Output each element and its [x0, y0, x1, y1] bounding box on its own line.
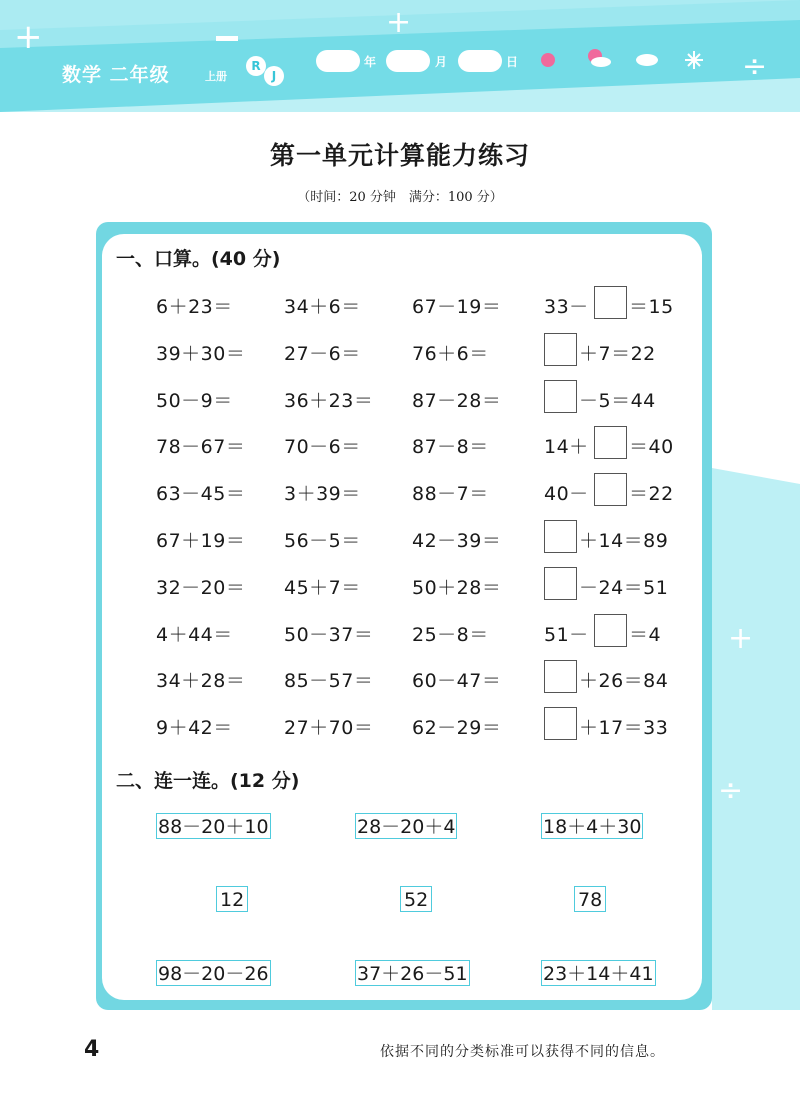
month-label: 月	[435, 55, 448, 69]
match-expression-top-1[interactable]: 88－20＋10	[156, 813, 271, 839]
oral-problem: 9＋42＝	[156, 717, 233, 739]
year-label: 年	[364, 55, 377, 69]
svg-text:+: +	[386, 5, 412, 40]
svg-text:÷: ÷	[718, 773, 744, 808]
svg-text:+: +	[14, 17, 43, 57]
fill-blank-suffix: ＋14＝89	[579, 530, 669, 552]
oral-problem: 63－45＝	[156, 483, 246, 505]
answer-blank[interactable]	[544, 333, 577, 366]
oral-problem: 3＋39＝	[284, 483, 361, 505]
oral-problem: 62－29＝	[412, 717, 502, 739]
answer-blank[interactable]	[544, 660, 577, 693]
oral-problem: 88－7＝	[412, 483, 489, 505]
match-expression-bottom-3[interactable]: 23＋14＋41	[541, 960, 656, 986]
edition-badge-j: J	[264, 66, 284, 86]
answer-blank[interactable]	[594, 614, 627, 647]
oral-problem: 34＋6＝	[284, 296, 361, 318]
oral-problem: 42－39＝	[412, 530, 502, 552]
oral-problem: 25－8＝	[412, 624, 489, 646]
oral-problem: 36＋23＝	[284, 390, 374, 412]
match-answer-1[interactable]: 12	[216, 886, 248, 912]
oral-problem: 50－9＝	[156, 390, 233, 412]
match-expression-top-3[interactable]: 18＋4＋30	[541, 813, 643, 839]
answer-blank[interactable]	[544, 707, 577, 740]
answer-blank[interactable]	[594, 473, 627, 506]
subject-grade: 数学 二年级	[62, 64, 170, 86]
fill-blank-suffix: ＋17＝33	[579, 717, 669, 739]
fill-blank-suffix: ＝4	[629, 624, 662, 646]
day-label: 日	[506, 55, 519, 69]
fill-blank-suffix: ＋26＝84	[579, 670, 669, 692]
oral-problem: 85－57＝	[284, 670, 374, 692]
answer-blank[interactable]	[594, 426, 627, 459]
fill-blank-prefix: 51－	[544, 624, 589, 646]
fill-blank-prefix: 33－	[544, 296, 589, 318]
section2-heading: 二、连一连。(12 分)	[116, 770, 300, 792]
oral-problem: 50＋28＝	[412, 577, 502, 599]
fill-blank-suffix: －24＝51	[579, 577, 669, 599]
oral-problem: 50－37＝	[284, 624, 374, 646]
edition-badge-r: R	[246, 56, 266, 76]
svg-text:+: +	[728, 621, 754, 656]
oral-problem: 56－5＝	[284, 530, 361, 552]
fill-blank-suffix: ＋7＝22	[579, 343, 656, 365]
oral-problem: 6＋23＝	[156, 296, 233, 318]
answer-blank[interactable]	[544, 380, 577, 413]
section1-heading: 一、口算。(40 分)	[116, 248, 281, 270]
fill-blank-prefix: 40－	[544, 483, 589, 505]
oral-problem: 87－8＝	[412, 436, 489, 458]
page-title: 第一单元计算能力练习	[269, 141, 530, 170]
oral-problem: 45＋7＝	[284, 577, 361, 599]
match-expression-bottom-2[interactable]: 37＋26－51	[355, 960, 470, 986]
oral-problem: 39＋30＝	[156, 343, 246, 365]
svg-text:÷: ÷	[742, 49, 768, 84]
footer-tip: 依据不同的分类标准可以获得不同的信息。	[380, 1044, 665, 1060]
oral-problem: 67＋19＝	[156, 530, 246, 552]
oral-problem: 27－6＝	[284, 343, 361, 365]
answer-blank[interactable]	[544, 520, 577, 553]
oral-problem: 87－28＝	[412, 390, 502, 412]
answer-blank[interactable]	[544, 567, 577, 600]
oral-problem: 78－67＝	[156, 436, 246, 458]
time-score-note: （时间：20 分钟 满分：100 分）	[297, 190, 503, 205]
oral-problem: 34＋28＝	[156, 670, 246, 692]
match-expression-top-2[interactable]: 28－20＋4	[355, 813, 457, 839]
fill-blank-prefix: 14＋	[544, 436, 589, 458]
match-answer-2[interactable]: 52	[400, 886, 432, 912]
oral-problem: 32－20＝	[156, 577, 246, 599]
fill-blank-suffix: ＝15	[629, 296, 674, 318]
oral-problem: 4＋44＝	[156, 624, 233, 646]
page-number: 4	[84, 1037, 100, 1062]
match-answer-3[interactable]: 78	[574, 886, 606, 912]
oral-problem: 67－19＝	[412, 296, 502, 318]
fill-blank-suffix: －5＝44	[579, 390, 656, 412]
oral-problem: 70－6＝	[284, 436, 361, 458]
oral-problem: 76＋6＝	[412, 343, 489, 365]
match-expression-bottom-1[interactable]: 98－20－26	[156, 960, 271, 986]
fill-blank-suffix: ＝40	[629, 436, 674, 458]
volume-label: 上册	[205, 70, 227, 83]
oral-problem: 60－47＝	[412, 670, 502, 692]
answer-blank[interactable]	[594, 286, 627, 319]
oral-problem: 27＋70＝	[284, 717, 374, 739]
fill-blank-suffix: ＝22	[629, 483, 674, 505]
